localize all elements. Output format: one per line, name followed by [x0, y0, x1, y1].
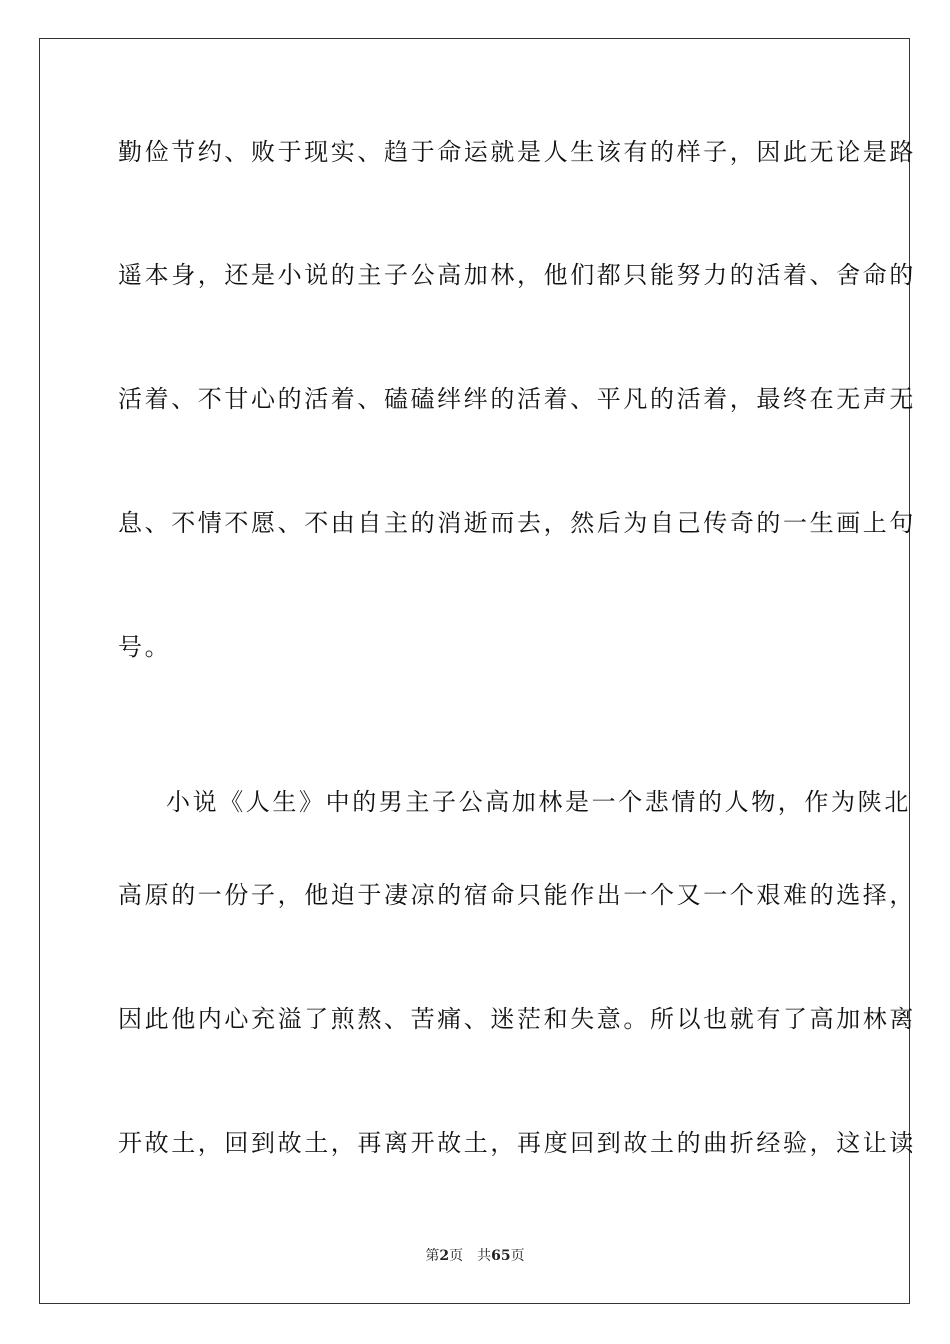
text-line: 活着、不甘心的活着、磕磕绊绊的活着、平凡的活着，最终在无声无: [118, 385, 916, 413]
page-prefix: 第: [425, 1248, 440, 1264]
text-line: 号。: [118, 633, 172, 661]
text-line: 勤俭节约、败于现实、趋于命运就是人生该有的样子，因此无论是路: [118, 138, 916, 166]
page-footer: [0, 1246, 950, 1266]
total-prefix: 共: [477, 1248, 492, 1264]
paragraph-first-line: 小说《人生》中的男主子公高加林是一个悲情的人物，作为陕北: [166, 788, 911, 816]
total-page-count: 65: [491, 1248, 511, 1264]
text-line: 高原的一份子，他迫于凄凉的宿命只能作出一个又一个艰难的选择，: [118, 881, 916, 909]
text-line: 遥本身，还是小说的主子公高加林，他们都只能努力的活着、舍命的: [118, 261, 916, 289]
text-line: 因此他内心充溢了煎熬、苦痛、迷茫和失意。所以也就有了高加林离: [118, 1005, 916, 1033]
current-page-number: 2: [439, 1248, 450, 1264]
page-border: [39, 38, 916, 1304]
total-suffix: 页: [510, 1248, 525, 1264]
page-suffix: 页: [449, 1248, 464, 1264]
text-line: 开故土，回到故土，再离开故土，再度回到故土的曲折经验，这让读: [118, 1129, 916, 1157]
text-line: 息、不情不愿、不由自主的消逝而去，然后为自己传奇的一生画上句: [118, 509, 916, 537]
